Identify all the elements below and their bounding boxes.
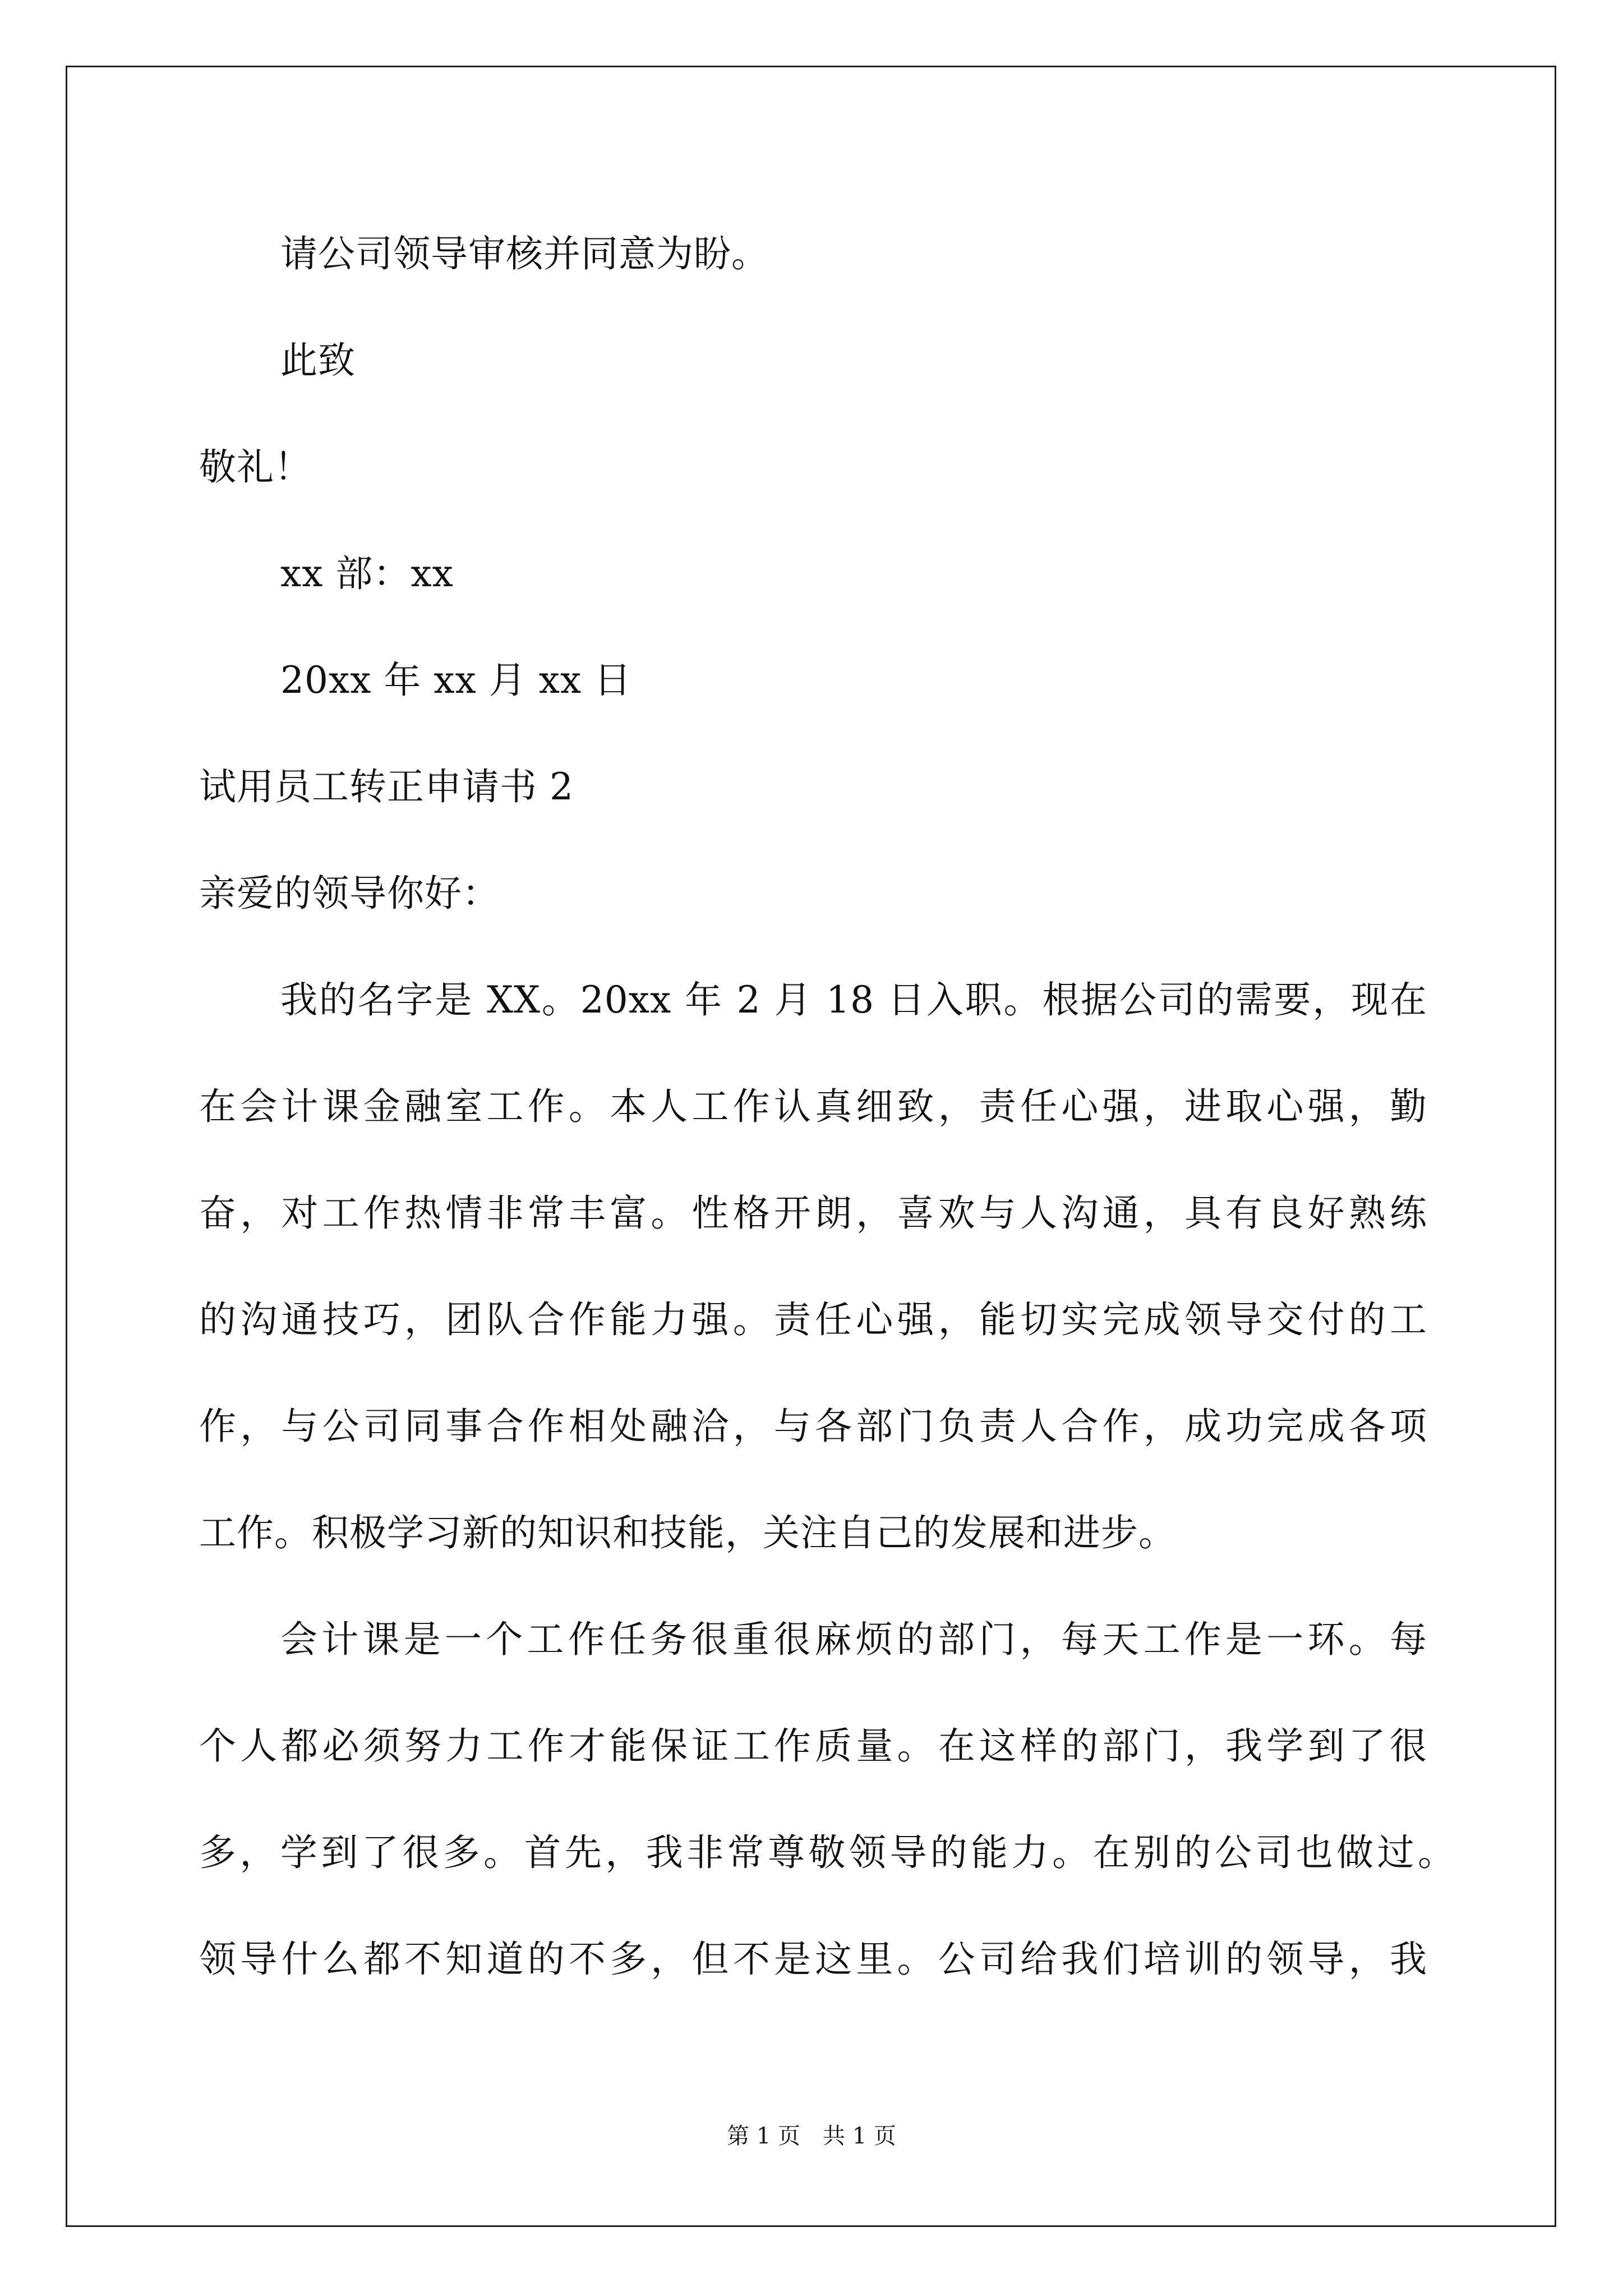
paragraph1-line: 工作。积极学习新的知识和技能，关注自己的发展和进步。 <box>199 1511 1176 1554</box>
paragraph1-line: 我的名字是 XX。20xx 年 2 月 18 日入职。根据公司的需要，现在 <box>280 978 1427 1022</box>
date-line: 20xx 年 xx 月 xx 日 <box>280 659 632 702</box>
paragraph1-line: 奋，对工作热情非常丰富。性格开朗，喜欢与人沟通，具有良好熟练 <box>199 1191 1427 1235</box>
closing-line: 此致 <box>280 339 356 382</box>
page-border <box>66 66 1556 2227</box>
greeting-line: 亲爱的领导你好： <box>199 872 500 915</box>
paragraph1-line: 作，与公司同事合作相处融洽，与各部门负责人合作，成功完成各项 <box>199 1405 1427 1448</box>
paragraph2-line: 个人都必须努力工作才能保证工作质量。在这样的部门，我学到了很 <box>199 1724 1427 1768</box>
paragraph1-line: 的沟通技巧，团队合作能力强。责任心强，能切实完成领导交付的工 <box>199 1298 1427 1341</box>
salute-line: 敬礼！ <box>199 445 312 489</box>
section-title: 试用员工转正申请书 2 <box>199 765 574 808</box>
page-footer: 第 1 页 共 1 页 <box>727 2123 896 2149</box>
paragraph2-line: 领导什么都不知道的不多，但不是这里。公司给我们培训的领导，我 <box>199 1938 1427 1981</box>
signature-dept: xx 部：xx <box>280 552 454 595</box>
paragraph2-line: 多，学到了很多。首先，我非常尊敬领导的能力。在别的公司也做过。 <box>199 1831 1455 1874</box>
request-line: 请公司领导审核并同意为盼。 <box>280 232 769 275</box>
paragraph2-line: 会计课是一个工作任务很重很麻烦的部门，每天工作是一环。每 <box>280 1618 1427 1661</box>
paragraph1-line: 在会计课金融室工作。本人工作认真细致，责任心强，进取心强，勤 <box>199 1085 1427 1128</box>
